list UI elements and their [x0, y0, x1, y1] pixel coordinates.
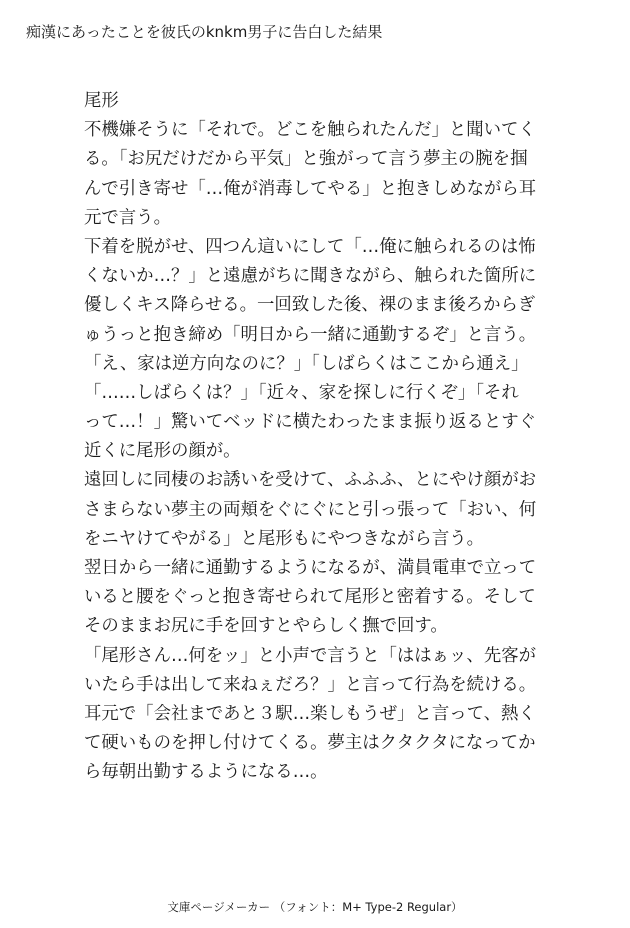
text-line: て硬いものを押し付けてくる。夢主はクタクタになってか — [84, 733, 536, 754]
text-line: 翌日から一緒に通勤するようになるが、満員電車で立って — [84, 558, 537, 578]
text-line: いると腰をぐっと抱き寄せられて尾形と密着する。そして — [84, 587, 536, 608]
text-line: ら毎朝出勤するようになる…。 — [84, 762, 328, 783]
text-line: る。「お尻だけだから平気」と強がって言う夢主の腕を掴 — [84, 149, 528, 170]
text-line: そのままお尻に手を回すとやらしく撫で回す。 — [84, 616, 448, 637]
story-body — [84, 87, 554, 788]
text-line: 不機嫌そうに「それで。どこを触られたんだ」と聞いてく — [84, 120, 536, 141]
text-line: をニヤけてやがる」と尾形もにやつきながら言う。 — [84, 528, 484, 549]
text-line: 優しくキス降らせる。一回致した後、裸のまま後ろからぎ — [84, 295, 536, 316]
text-line: 近くに尾形の顔が。 — [84, 441, 241, 462]
text-line: 「尾形さん…何をッ」と小声で言うと「ははぁッ、先客が — [84, 645, 536, 666]
character-heading: 尾形 — [84, 91, 119, 111]
text-line: って…！」驚いてベッドに横たわったまま振り返るとすぐ — [84, 412, 536, 433]
text-line: いたら手は出して来ねぇだろ？」と言って行為を続ける。 — [84, 674, 537, 695]
text-line: 下着を脱がせ、四つん這いにして「…俺に触られるのは怖 — [84, 236, 536, 257]
text-line: 元で言う。 — [84, 207, 171, 228]
text-line: 「……しばらくは？」「近々、家を探しに行くぞ」「それ — [84, 382, 519, 403]
text-line: 遠回しに同棲のお誘いを受けて、ふふふ、とにやけ顔がお — [84, 470, 537, 491]
text-line: ゅうっと抱き締め「明日から一緒に通勤するぞ」と言う。 — [84, 324, 537, 345]
page-title: 痴漢にあったことを彼氏のknkm男子に告白した結果 — [26, 23, 383, 41]
text-line: 耳元で「会社まであと３駅…楽しもうぜ」と言って、熱く — [84, 703, 536, 724]
text-line: 「え、家は逆方向なのに？」「しばらくはここから通え」 — [84, 353, 529, 374]
text-line: んで引き寄せ「…俺が消毒してやる」と抱きしめながら耳 — [84, 178, 537, 199]
text-line: くないか…？」と遠慮がちに聞きながら、触られた箇所に — [84, 266, 537, 287]
footer-credit: 文庫ページメーカー （フォント：M+ Type-2 Regular） — [167, 900, 463, 914]
text-line: さまらない夢主の両頬をぐにぐにと引っ張って「おい、何 — [84, 499, 537, 520]
